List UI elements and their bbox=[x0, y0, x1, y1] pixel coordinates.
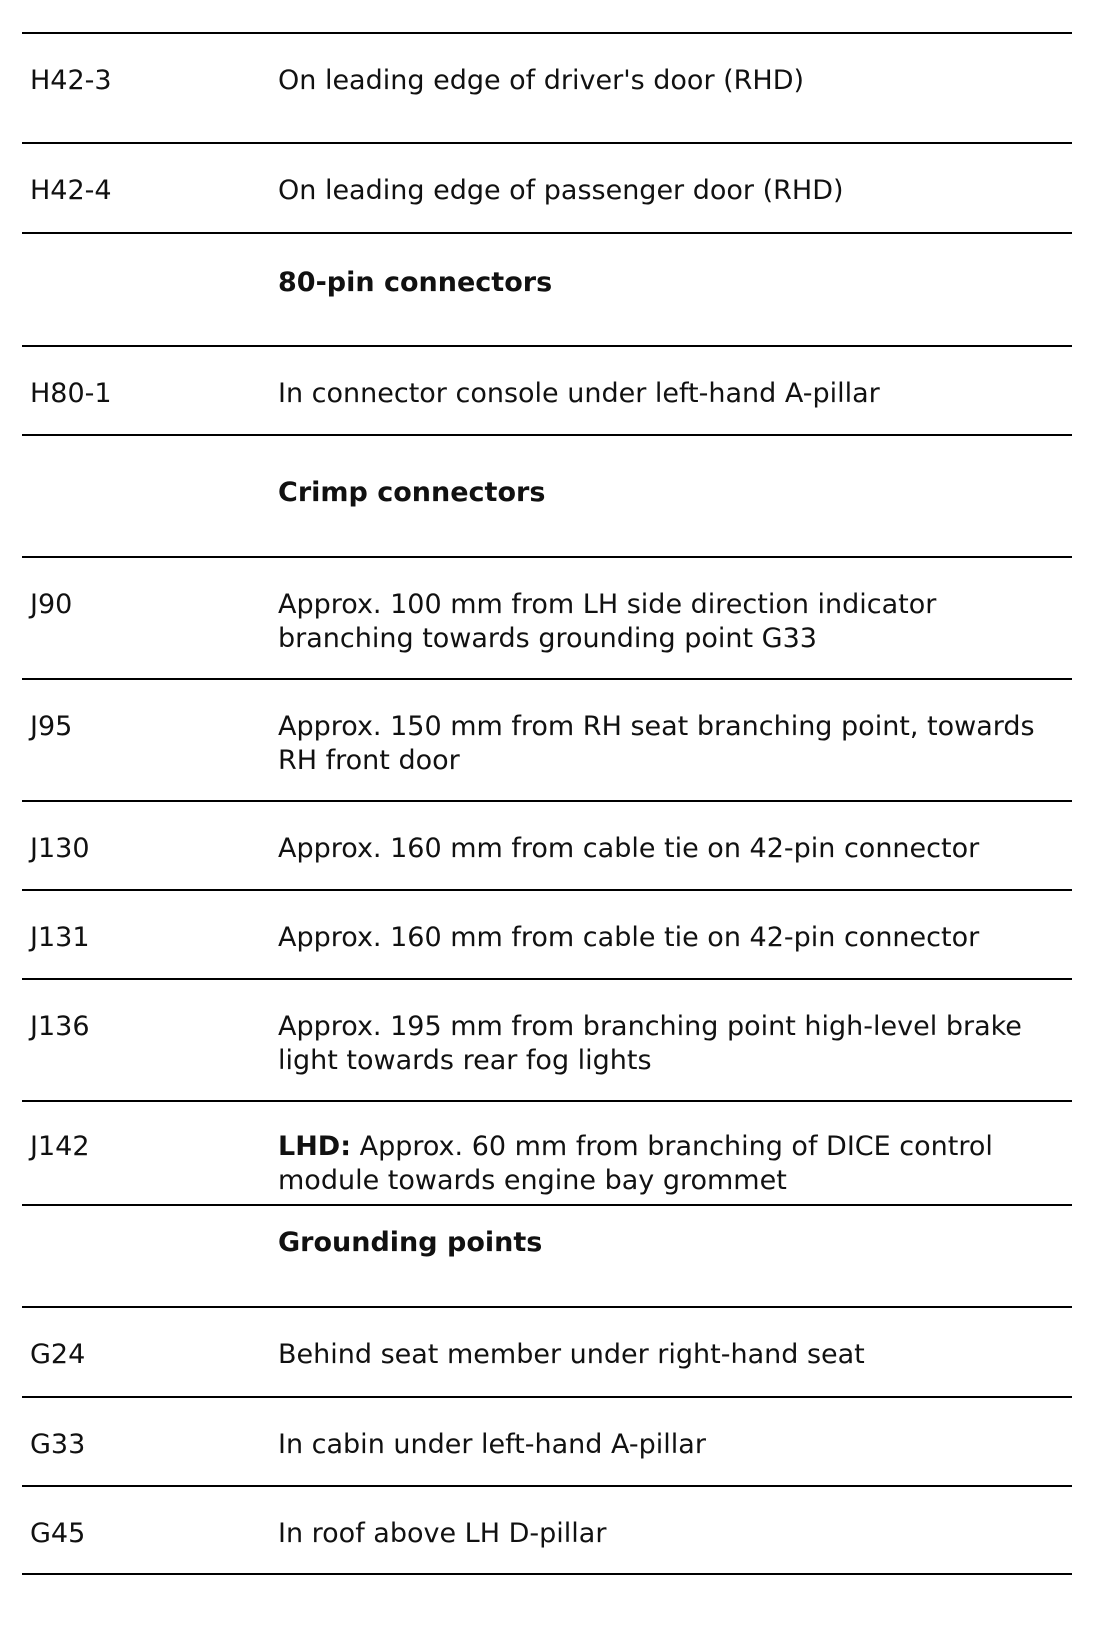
connector-code: J136 bbox=[30, 1011, 90, 1042]
location-description: Behind seat member under right-hand seat bbox=[278, 1339, 865, 1370]
connector-code: H80-1 bbox=[30, 378, 112, 409]
table-row bbox=[22, 32, 1072, 142]
connector-code: J90 bbox=[30, 589, 73, 620]
connector-code: G24 bbox=[30, 1339, 86, 1370]
table-row bbox=[22, 1396, 1072, 1485]
table-row bbox=[22, 1100, 1072, 1204]
location-description: Approx. 150 mm from RH seat branching point, towards RH front door bbox=[278, 711, 1035, 776]
location-description: Approx. 195 mm from branching point high-level brake light towards rear fog lights bbox=[278, 1011, 1022, 1076]
location-description: Approx. 160 mm from cable tie on 42-pin connector bbox=[278, 833, 980, 864]
table-row bbox=[22, 800, 1072, 889]
section-heading-row bbox=[22, 232, 1072, 345]
connector-code: G45 bbox=[30, 1518, 86, 1549]
location-description: Approx. 160 mm from cable tie on 42-pin connector bbox=[278, 922, 980, 953]
location-text: Approx. 60 mm from branching of DICE control module towards engine bay grommet bbox=[278, 1131, 993, 1196]
table-row bbox=[22, 1485, 1072, 1575]
table-row bbox=[22, 556, 1072, 678]
location-description bbox=[278, 1130, 1028, 1198]
section-heading: Crimp connectors bbox=[278, 477, 546, 508]
location-qualifier: LHD: bbox=[278, 1131, 352, 1162]
location-description: On leading edge of passenger door (RHD) bbox=[278, 175, 844, 206]
location-description: Approx. 100 mm from LH side direction indicator branching towards grounding point G33 bbox=[278, 589, 937, 654]
section-heading: Grounding points bbox=[278, 1227, 543, 1258]
section-heading-row bbox=[22, 434, 1072, 556]
connector-code: H42-3 bbox=[30, 65, 112, 96]
connector-location-table bbox=[22, 32, 1072, 1575]
table-row bbox=[22, 678, 1072, 800]
table-row bbox=[22, 1306, 1072, 1396]
location-description: In cabin under left-hand A-pillar bbox=[278, 1429, 706, 1460]
connector-code: J131 bbox=[30, 922, 90, 953]
location-description: On leading edge of driver's door (RHD) bbox=[278, 65, 805, 96]
connector-code: J95 bbox=[30, 711, 73, 742]
location-description: In roof above LH D-pillar bbox=[278, 1518, 607, 1549]
location-description: In connector console under left-hand A-pillar bbox=[278, 378, 880, 409]
table-row bbox=[22, 345, 1072, 434]
connector-code: J130 bbox=[30, 833, 90, 864]
connector-code: G33 bbox=[30, 1429, 86, 1460]
connector-code: H42-4 bbox=[30, 175, 112, 206]
table-row bbox=[22, 889, 1072, 978]
section-heading-row bbox=[22, 1204, 1072, 1306]
section-heading: 80-pin connectors bbox=[278, 267, 553, 298]
connector-code: J142 bbox=[30, 1131, 90, 1162]
table-row bbox=[22, 978, 1072, 1100]
table-row bbox=[22, 142, 1072, 232]
